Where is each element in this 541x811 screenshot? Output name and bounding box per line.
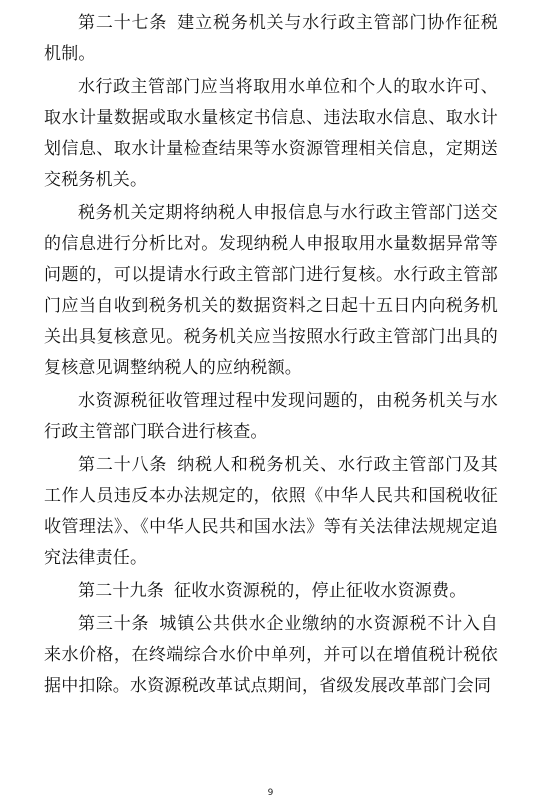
paragraph-text: 税务机关定期将纳税人申报信息与水行政主管部门送交的信息进行分析比对。发现纳税人申报取用水量数据异常等问题的，可以提请水行政主管部门进行复核。水行政主管部门应当自收到税务机关的数据资料之日起十五日内向税务机关出具复核意见。税务机关应当按照水行政主管部门出具的复核意见调整纳税人的应纳税额。 [44,203,498,378]
paragraph-text: 征收水资源税的，停止征收水资源费。 [174,581,467,601]
paragraph-joint-verification [44,386,498,448]
paragraph-text: 水资源税征收管理过程中发现问题的，由税务机关与水行政主管部门联合进行核查。 [44,391,498,442]
article-number: 第二十七条 [78,13,168,33]
paragraph-article-27 [44,8,498,70]
article-number: 第二十八条 [78,455,168,475]
paragraph-article-29 [44,576,498,607]
paragraph-article-30 [44,609,498,702]
paragraph-tax-comparison [44,198,498,384]
paragraph-water-info [44,72,498,196]
paragraph-text: 纳税人和税务机关、水行政主管部门及其工作人员违反本办法规定的，依照《中华人民共和国税收征收管理法》、《中华人民共和国水法》等有关法律法规规定追究法律责任。 [44,455,499,568]
page-number: 9 [267,788,274,798]
document-body [44,8,498,704]
paragraph-text: 城镇公共供水企业缴纳的水资源税不计入自来水价格，在终端综合水价中单列，并可以在增值税计税依据中扣除。水资源税改革试点期间，省级发展改革部门会同 [44,614,498,696]
article-number: 第二十九条 [78,581,164,601]
article-number: 第三十条 [78,614,150,634]
paragraph-text: 建立税务机关与水行政主管部门协作征税机制。 [44,13,499,64]
paragraph-article-28 [44,450,498,574]
paragraph-text: 水行政主管部门应当将取用水单位和个人的取水许可、取水计量数据或取水量核定书信息、违法取水信息、取水计划信息、取水计量检查结果等水资源管理相关信息，定期送交税务机关。 [44,77,498,190]
